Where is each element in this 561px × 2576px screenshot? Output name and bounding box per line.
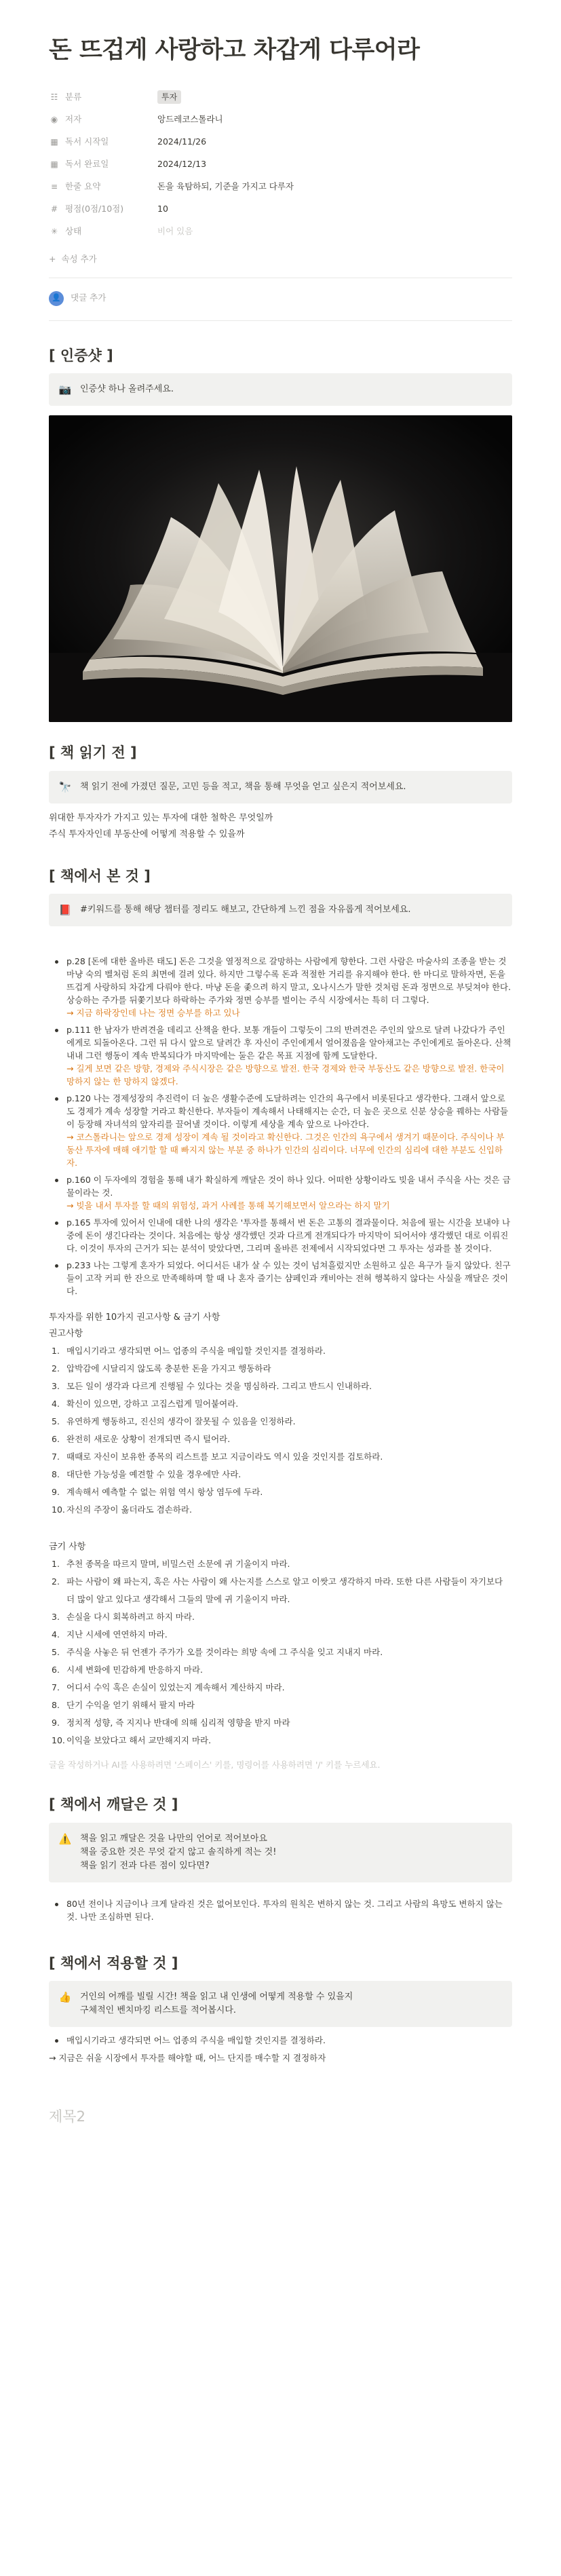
property-key-label: 독서 완료일 xyxy=(65,158,109,169)
item-text: 지난 시세에 연연하지 마라. xyxy=(66,1629,168,1640)
item-text: 유연하게 행동하고, 진신의 생각이 잘못될 수 있음을 인정하라. xyxy=(66,1416,296,1426)
list-item[interactable]: p.233 나는 그렇게 혼자가 되었다. 어디서든 내가 살 수 있는 것이 넘쳐흘렀지만 소원하고 싶은 욕구가 들지 않았다. 친구들이 고작 커피 한 잔으로 만족해하며 할 때 나 혼자 즐기는 샴페인과 캐비아는 전혀 행복하지 않다는 사실을 깨달은 것이다. xyxy=(49,1259,512,1298)
item-number: 9. xyxy=(52,1487,60,1497)
callout-proof[interactable] xyxy=(49,373,512,406)
property-value[interactable] xyxy=(157,158,512,171)
property-value[interactable] xyxy=(157,181,512,193)
numbered-item[interactable] xyxy=(49,1732,512,1749)
numbered-item[interactable] xyxy=(49,1573,512,1608)
list-item[interactable]: 80년 전이나 지금이나 크게 달라진 것은 없어보인다. 투자의 원칙은 변하지 않는 것. 그리고 사람의 욕망도 변하지 않는 것. 나만 조심하면 된다. xyxy=(49,1897,512,1923)
note-text[interactable]: → 길게 보면 같은 방향, 경제와 주식시장은 같은 방향으로 발전. 한국 경제와 한국 부동산도 같은 방향으로 발전. 한국이 망하지 않는 한 망하지 않겠다. xyxy=(66,1063,505,1086)
callout-text[interactable]: 책 읽기 전에 가졌던 질문, 고민 등을 적고, 책을 통해 무엇을 얻고 싶은지 적어보세요. xyxy=(80,781,406,792)
numbered-item[interactable] xyxy=(49,1466,512,1483)
property-row[interactable] xyxy=(49,109,512,131)
property-key[interactable] xyxy=(49,91,157,104)
note-text[interactable]: → 지금 하락장인데 나는 정면 승부를 하고 있나 xyxy=(66,1008,240,1018)
note-text[interactable]: → 코스톨라니는 앞으로 경제 성장이 계속 될 것이라고 확신한다. 그것은 인간의 욕구에서 생겨기 때문이다. 주식이나 부동산 투자에 매해 애기할 할 때 빠지지 않는 부분 중 하나가 인간의 심리이다. 너무에 인간의 심리에 대한 부분도 신입하자. xyxy=(66,1132,505,1168)
item-number: 4. xyxy=(52,1629,60,1640)
item-text: 모든 일이 생각과 다르게 진행될 수 있다는 것을 명심하라. 그리고 반드시 인내하라. xyxy=(66,1381,372,1391)
item-text: 어디서 수익 혹은 손실이 있었는지 계속해서 계산하지 마라. xyxy=(66,1682,285,1692)
quote-list xyxy=(49,955,512,1298)
thumbs-up-icon: 👍 xyxy=(58,1991,72,2003)
item-number: 3. xyxy=(52,1612,60,1622)
heading-apply[interactable]: [ 책에서 적용할 것 ] xyxy=(49,1954,178,1971)
property-key-label: 한줄 요약 xyxy=(65,181,101,191)
numbered-item[interactable] xyxy=(49,1555,512,1573)
numbered-item[interactable] xyxy=(49,1644,512,1661)
item-text: 추천 종목을 따르지 말며, 비밀스런 소문에 귀 기울이지 마라. xyxy=(66,1559,290,1569)
properties-table xyxy=(49,86,512,243)
list-item[interactable]: p.120 나는 경제성장의 추진력이 더 높은 생활수준에 도달하려는 인간의 욕구에서 비롯된다고 생각한다. 그래서 앞으로도 경제가 계속 성장할 거라고 확신한다. 부자들이 계속해서 나태해지는 순간, 더 높은 곳으로 신분 상승을 꿰하는 사람들이 등장해 자녀석의 앞자리를 끌어낼 것이다. 이렇게 세상을 계속 앞으로 나아간다. → 코스톨라니는 앞으로 경제 성장이 계속 될 것이라고 확신한다. 그것은 인간의 욕구에서 생겨기 때문이다. 주식이나 부동산 투자에 매해 애기할 할 때 빠지지 않는 부분 중 하나가 인간의 심리이다. 너무에 인간의 심리에 대한 부분도 신입하자. xyxy=(49,1092,512,1169)
callout-text[interactable]: 인증샷 하나 올려주세요. xyxy=(80,384,174,394)
item-number: 10. xyxy=(52,1735,65,1745)
add-property-label: 속성 추가 xyxy=(61,253,97,264)
status-icon: ✳ xyxy=(50,227,58,236)
item-number: 6. xyxy=(52,1665,60,1675)
item-number: 4. xyxy=(52,1399,60,1409)
property-value[interactable] xyxy=(157,225,512,238)
property-key-label: 평점(0점/10점) xyxy=(65,203,124,214)
item-number: 8. xyxy=(52,1700,60,1710)
apply-list xyxy=(49,2034,512,2047)
taboo-list xyxy=(49,1555,512,1749)
warning-icon: ⚠️ xyxy=(58,1832,72,1845)
item-number: 9. xyxy=(52,1718,60,1728)
empty-heading-placeholder[interactable]: 제목2 xyxy=(49,2108,85,2125)
property-value-text: 10 xyxy=(157,203,168,214)
item-number: 5. xyxy=(52,1416,60,1426)
telescope-icon: 🔭 xyxy=(58,780,72,793)
item-text: 단기 수익을 얻기 위해서 팔지 마라 xyxy=(66,1700,195,1710)
red-book-icon: 📕 xyxy=(58,904,72,916)
realized-list xyxy=(49,1897,512,1923)
property-value[interactable] xyxy=(157,90,512,104)
property-key[interactable] xyxy=(49,203,157,216)
person-icon: ◉ xyxy=(50,115,58,124)
numbered-item[interactable] xyxy=(49,1483,512,1501)
list-item[interactable]: p.160 이 두자에의 경험을 통해 내가 확실하게 깨달은 것이 하나 있다. 어떠한 상황이라도 빚을 내서 주식을 사는 것은 금물이라는 것. → 빚을 내서 투자를 할 때의 위험성, 과거 사례를 통해 복기해보면서 알으라는 하지 말기 xyxy=(49,1173,512,1212)
property-row[interactable] xyxy=(49,176,512,198)
item-number: 10. xyxy=(52,1504,65,1515)
property-key-label: 독서 시작일 xyxy=(65,136,109,147)
numbered-item[interactable] xyxy=(49,1413,512,1431)
heading-seen-in-book[interactable]: [ 책에서 본 것 ] xyxy=(49,867,151,884)
item-number: 7. xyxy=(52,1682,60,1692)
callout-realized[interactable] xyxy=(49,1823,512,1882)
text-line[interactable]: 위대한 투자자가 가지고 있는 투자에 대한 철학은 무엇일까 xyxy=(49,812,273,823)
property-key[interactable] xyxy=(49,225,157,238)
advice-list xyxy=(49,1342,512,1519)
callout-before-reading[interactable] xyxy=(49,771,512,803)
heading-proof[interactable]: [ 인증샷 ] xyxy=(49,347,113,364)
add-comment-row[interactable] xyxy=(49,288,512,309)
list-item[interactable]: 매입시기라고 생각되면 어느 업종의 주식을 매입할 것인지를 결정하라. xyxy=(49,2034,512,2047)
list-item[interactable]: p.28 [돈에 대한 올바른 태도] 돈은 그것을 열정적으로 갈망하는 사람에게 향한다. 그런 사람은 마술사의 조종을 받는 것마냥 숙의 벨처럼 돈의 최면에 걸려 있다. 하지만 그렇수록 돈과 적절한 거리를 유지해야 한다. 한 마디로 말하자면, 돈을 뜨겁게 사랑하되 차갑게 다뤄야 한다. 마냥 돈을 좇으려 하지 말고, 오나시스가 말한 것처럼 돈과 정면으로 부딪쳐야 한다. 상승하는 주가를 뒤쫓기보다 하락하는 주가와 정면 승부를 벌이는 주식 시장에서는 특히 더 그렇다. → 지금 하락장인데 나는 정면 승부를 하고 있나 xyxy=(49,955,512,1019)
item-number: 6. xyxy=(52,1434,60,1444)
item-text: 파는 사람이 왜 파는지, 혹은 사는 사람이 왜 사는지를 스스로 알고 이쌋고 생각하지 마라. 또한 다른 사람들이 자기보다 더 많이 알고 있다고 생각해서 그들의 말에 귀 기울이지 마라. xyxy=(66,1576,503,1604)
callout-apply[interactable] xyxy=(49,1981,512,2027)
note-text[interactable]: → 빚을 내서 투자를 할 때의 위험성, 과거 사례를 통해 복기해보면서 알으라는 하지 말기 xyxy=(66,1200,390,1211)
empty-block-placeholder[interactable]: 글을 작성하거나 AI를 사용하려면 '스페이스' 키를, 명령어를 사용하려면 '/' 키를 누르세요. xyxy=(49,1760,381,1770)
item-number: 8. xyxy=(52,1469,60,1479)
property-value-text: 돈을 육탐하되, 기준을 가지고 다루자 xyxy=(157,181,294,191)
property-key[interactable] xyxy=(49,136,157,149)
camera-icon: 📷 xyxy=(58,383,72,396)
item-text: 확신이 있으면, 강하고 고집스럽게 밀어붙여라. xyxy=(66,1399,239,1409)
property-key[interactable] xyxy=(49,158,157,171)
property-key-label: 상태 xyxy=(65,225,82,236)
list-icon: ☷ xyxy=(50,92,58,102)
property-value[interactable] xyxy=(157,136,512,149)
page-title[interactable]: 돈 뜨겁게 사랑하고 차갑게 다루어라 xyxy=(49,37,420,64)
list-item[interactable]: p.111 한 남자가 반려견을 데리고 산책을 한다. 보통 개들이 그렇듯이 그의 반려견은 주인의 앞으로 달려 나갔다가 주인에게로 되돌아온다. 그런 뒤 다시 앞으로 달려간 후 자신이 주인에게서 얼어졌음을 알아채고는 주인에게로 돌아온다. 산책 내내 그런 행동이 계속 반복되다가 마지막에는 둘은 같은 목표 지점에 함께 도달한다. → 길게 보면 같은 방향, 경제와 주식시장은 같은 방향으로 발전. 한국 경제와 한국 부동산도 같은 방향으로 발전. 한국이 망하지 않는 한 망하지 않겠다. xyxy=(49,1023,512,1088)
numbered-item[interactable] xyxy=(49,1360,512,1378)
property-value-text: 2024/11/26 xyxy=(157,136,207,147)
numbered-item[interactable] xyxy=(49,1342,512,1360)
property-value-text: 2024/12/13 xyxy=(157,158,207,169)
item-text: 손실을 다시 회복하려고 하지 마라. xyxy=(66,1612,195,1622)
item-text: 때때로 자신이 보유한 종목의 리스트를 보고 지금이라도 역시 있을 것인지를 검토하라. xyxy=(66,1452,383,1462)
item-text: 매입시기라고 생각되면 어느 업종의 주식을 매입할 것인지를 결정하라. xyxy=(66,1346,326,1356)
property-key[interactable] xyxy=(49,113,157,126)
item-number: 2. xyxy=(52,1576,60,1587)
advice-title[interactable]: 권고사항 xyxy=(49,1329,83,1339)
item-text: 이익을 보았다고 해서 교만해지지 마라. xyxy=(66,1735,212,1745)
property-row[interactable] xyxy=(49,86,512,109)
numbered-item[interactable] xyxy=(49,1448,512,1466)
numbered-item[interactable] xyxy=(49,1661,512,1679)
property-value[interactable] xyxy=(157,203,512,216)
property-key-label: 분류 xyxy=(65,91,82,102)
numbered-item[interactable] xyxy=(49,1378,512,1395)
item-text: 자신의 주장이 옳더라도 겸손하라. xyxy=(66,1504,192,1515)
numbered-item[interactable] xyxy=(49,1697,512,1714)
property-row[interactable] xyxy=(49,221,512,243)
property-value-text: 비어 있음 xyxy=(157,225,193,236)
property-value[interactable] xyxy=(157,113,512,126)
add-property-button[interactable] xyxy=(49,248,512,271)
item-text: 압박감에 시달리지 않도록 충분한 돈을 가지고 행동하라 xyxy=(66,1363,271,1374)
plus-icon: + xyxy=(49,253,56,264)
item-number: 1. xyxy=(52,1559,60,1569)
item-number: 1. xyxy=(52,1346,60,1356)
item-number: 3. xyxy=(52,1381,60,1391)
item-number: 5. xyxy=(52,1647,60,1657)
commandments-title[interactable]: 투자자를 위한 10가지 권고사항 & 금기 사항 xyxy=(49,1312,220,1323)
callout-text[interactable]: 책을 읽고 깨달은 것을 나만의 언어로 적어보아요 책을 중요한 것은 무엇 같지 않고 솔직하게 적는 것! 책을 읽기 전과 다른 점이 있다면? xyxy=(80,1833,277,1871)
callout-seen-in-book[interactable] xyxy=(49,894,512,926)
text-icon: ≡ xyxy=(50,182,58,191)
numbered-item[interactable] xyxy=(49,1395,512,1413)
item-number: 7. xyxy=(52,1452,60,1462)
text-line[interactable]: 주식 투자자인데 부동산에 어떻게 적용할 수 있을까 xyxy=(49,829,245,839)
numbered-item[interactable] xyxy=(49,1626,512,1644)
apply-note[interactable]: → 지금은 쉬울 시장에서 투자를 해야할 때, 어느 단지를 매수할 지 결정하자 xyxy=(49,2053,326,2063)
heading-realized[interactable]: [ 책에서 깨달은 것 ] xyxy=(49,1796,178,1813)
item-text: 시세 변화에 민감하게 반응하지 마라. xyxy=(66,1665,203,1675)
taboo-title[interactable]: 금기 사항 xyxy=(49,1542,86,1552)
item-text: 주식을 사놓은 뒤 언젠가 주가가 오를 것이라는 희망 속에 그 주식을 잊고 지내지 마라. xyxy=(66,1647,383,1657)
tag-badge: 투자 xyxy=(157,90,181,104)
property-value-text: 앙드레코스톨라니 xyxy=(157,113,223,124)
add-comment-label[interactable]: 댓글 추가 xyxy=(71,292,107,303)
avatar: 👤 xyxy=(49,291,64,306)
property-key-label: 저자 xyxy=(65,113,82,124)
divider xyxy=(49,320,512,321)
callout-text[interactable]: 거인의 어깨를 빌릴 시간! 책을 읽고 내 인생에 어떻게 적용할 수 있을지 구체적인 벤치마킹 리스트를 적어봅시다. xyxy=(80,1992,353,2015)
property-row[interactable] xyxy=(49,153,512,176)
property-row[interactable] xyxy=(49,198,512,221)
property-key[interactable] xyxy=(49,181,157,193)
heading-before-reading[interactable]: [ 책 읽기 전 ] xyxy=(49,744,137,761)
item-number: 2. xyxy=(52,1363,60,1374)
item-text: 대단한 가능성을 예견할 수 있을 경우에만 사라. xyxy=(66,1469,241,1479)
callout-text[interactable]: #키워드를 통해 해당 챕터를 정리도 해보고, 간단하게 느낀 점을 자유롭게 적어보세요. xyxy=(80,905,411,915)
numbered-item[interactable] xyxy=(49,1608,512,1626)
numbered-item[interactable] xyxy=(49,1714,512,1732)
property-row[interactable] xyxy=(49,131,512,153)
numbered-item[interactable] xyxy=(49,1679,512,1697)
calendar-icon: ▦ xyxy=(50,137,58,147)
numbered-item[interactable] xyxy=(49,1431,512,1448)
item-text: 정치적 성향, 즉 지지나 반대에 의해 심리적 영향을 받지 마라 xyxy=(66,1718,290,1728)
calendar-icon: ▦ xyxy=(50,159,58,169)
number-icon: # xyxy=(50,204,58,214)
numbered-item[interactable] xyxy=(49,1501,512,1519)
book-photo xyxy=(49,415,512,722)
item-text: 계속해서 예측할 수 없는 위험 역시 항상 염두에 두라. xyxy=(66,1487,263,1497)
list-item[interactable]: p.165 투자에 있어서 인내에 대한 나의 생각은 '투자를 통해서 번 돈은 고통의 결과물이다. 처음에 필는 시간을 보내야 나중에 돈이 생긴다라는 것이다. 처음에는 항상 생각했던 것과 다르게 전개되다가 마지막이 되어서야 생각했던 대로 이뤄진다. 이것이 투자의 근거가 되는 분석이 맞았다면, 그리며 올바른 전제에서 시작되었다면 그 투자는 성과를 볼 것이다. xyxy=(49,1216,512,1255)
item-text: 완전히 새로운 상황이 전개되면 즉시 털어라. xyxy=(66,1434,231,1444)
